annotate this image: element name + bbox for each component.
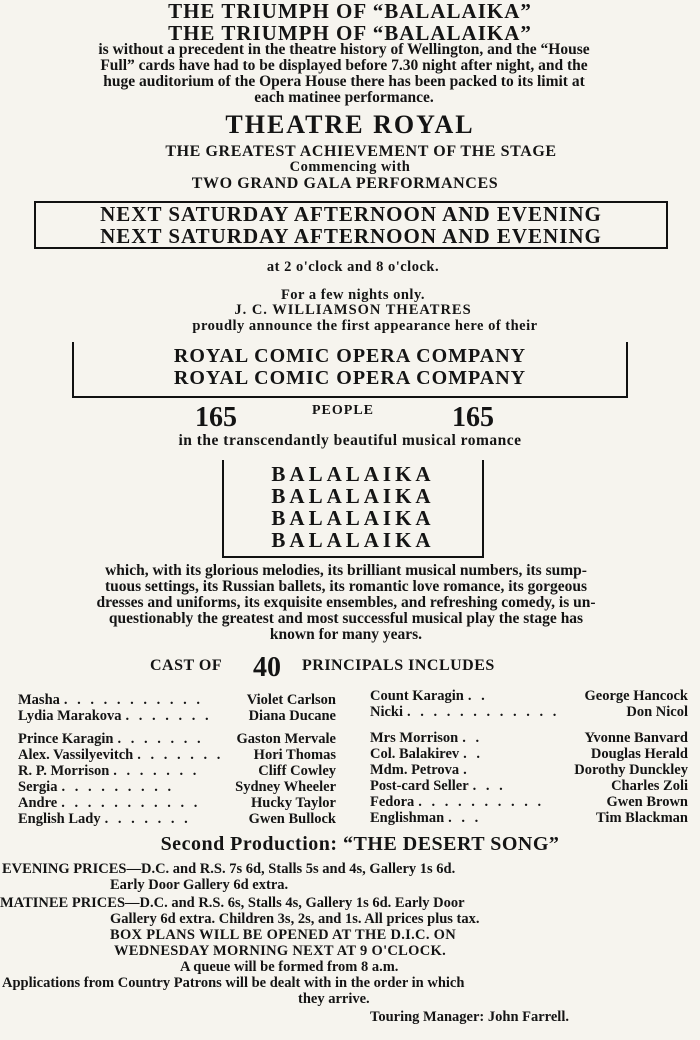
people-number-left: 165 bbox=[195, 402, 237, 433]
arrive-line: they arrive. bbox=[298, 991, 370, 1007]
cast-row: Sergia . . . . . . . . . Sydney Wheeler bbox=[18, 779, 336, 795]
headline-line: THE TRIUMPH OF “BALALAIKA” bbox=[168, 0, 532, 23]
people-count bbox=[0, 398, 700, 434]
cast-actor: Don Nicol bbox=[626, 704, 688, 720]
headline-line: THE TRIUMPH OF “BALALAIKA” bbox=[168, 21, 532, 45]
balalaika-line: BALALAIKA bbox=[271, 506, 435, 530]
cast-row: Masha . . . . . . . . . . . Violet Carlson bbox=[18, 692, 336, 708]
cast-actor: Hucky Taylor bbox=[250, 795, 336, 811]
second-production: Second Production: “THE DESERT SONG” bbox=[160, 833, 560, 855]
cast-role: Andre bbox=[18, 795, 58, 811]
cast-row: Englishman . . . Tim Blackman bbox=[370, 810, 688, 826]
cast-row: Col. Balakirev . . Douglas Herald bbox=[370, 746, 688, 762]
intro-paragraph bbox=[0, 42, 700, 106]
balalaika-line: BALALAIKA bbox=[271, 528, 435, 552]
cast-role: Nicki bbox=[370, 704, 404, 720]
cast-actor: Gwen Brown bbox=[606, 794, 688, 810]
few-nights: For a few nights only. bbox=[280, 287, 426, 303]
people-label: PEOPLE bbox=[312, 403, 375, 418]
presenter: J. C. WILLIAMSON THEATRES bbox=[234, 302, 472, 318]
cast-row: Mrs Morrison . . Yvonne Banvard bbox=[370, 730, 688, 746]
cast-role: Lydia Marakova bbox=[18, 708, 122, 724]
description-line: known for many years. bbox=[269, 626, 423, 643]
description-line: questionably the greatest and most successful musical play the stage has bbox=[108, 610, 584, 627]
cast-heading-number: 40 bbox=[253, 652, 281, 683]
company-line: ROYAL COMIC OPERA COMPANY bbox=[173, 367, 527, 389]
cast-role: Sergia bbox=[18, 779, 58, 795]
description-paragraph bbox=[0, 563, 700, 643]
evening-prices: EVENING PRICES—D.C. and R.S. 7s 6d, Stalls 5s and 4s, Gallery 1s 6d. bbox=[2, 861, 456, 877]
cast-row: English Lady . . . . . . . Gwen Bullock bbox=[18, 811, 336, 827]
company-box bbox=[72, 342, 628, 398]
queue-notice: A queue will be formed from 8 a.m. bbox=[180, 959, 399, 975]
touring-manager: Touring Manager: John Farrell. bbox=[370, 1009, 569, 1025]
theatre-name: THEATRE ROYAL bbox=[225, 110, 475, 139]
cast-heading-before: CAST OF bbox=[150, 657, 223, 674]
intro-line: Full” cards have had to be displayed before 7.30 night after night, and the bbox=[100, 57, 588, 74]
wednesday-opening: WEDNESDAY MORNING NEXT AT 9 O'CLOCK. bbox=[114, 943, 447, 959]
cast-row: Andre . . . . . . . . . . . Hucky Taylor bbox=[18, 795, 336, 811]
cast-actor: Hori Thomas bbox=[253, 747, 336, 763]
cast-row: Lydia Marakova . . . . . . . Diana Ducane bbox=[18, 708, 336, 724]
next-saturday-line: NEXT SATURDAY AFTERNOON AND EVENING bbox=[100, 224, 602, 248]
cast-list-left bbox=[18, 692, 336, 827]
cast-heading bbox=[0, 652, 700, 688]
description-line: which, with its glorious melodies, its brilliant musical numbers, its sump- bbox=[105, 562, 587, 579]
cast-role: Post-card Seller bbox=[370, 778, 469, 794]
intro-line: is without a precedent in the theatre history of Wellington, and the “House bbox=[98, 41, 590, 58]
cast-role: Englishman bbox=[370, 810, 445, 826]
box-plans: BOX PLANS WILL BE OPENED AT THE D.I.C. ON bbox=[110, 927, 457, 943]
cast-actor: Charles Zoli bbox=[611, 778, 688, 794]
cast-actor: Gaston Mervale bbox=[236, 731, 336, 747]
greatest-achievement: THE GREATEST ACHIEVEMENT OF THE STAGE bbox=[165, 143, 557, 160]
cast-actor: Yvonne Banvard bbox=[584, 730, 688, 746]
cast-actor: Violet Carlson bbox=[246, 692, 336, 708]
matinee-extra: Gallery 6d extra. Children 3s, 2s, and 1s. All prices plus tax. bbox=[110, 911, 480, 927]
commencing-with: Commencing with bbox=[289, 159, 411, 175]
people-number-right: 165 bbox=[452, 402, 494, 433]
cast-row: Alex. Vassilyevitch . . . . . . . Hori Thomas bbox=[18, 747, 336, 763]
cast-role: Prince Karagin bbox=[18, 731, 114, 747]
headline bbox=[0, 0, 700, 44]
cast-actor: Gwen Bullock bbox=[248, 811, 336, 827]
intro-line: each matinee performance. bbox=[254, 89, 434, 106]
country-applications: Applications from Country Patrons will be dealt with in the order in which bbox=[2, 975, 465, 991]
balalaika-line: BALALAIKA bbox=[271, 462, 435, 486]
cast-row: Prince Karagin . . . . . . . Gaston Mervale bbox=[18, 731, 336, 747]
cast-row: Mdm. Petrova . Dorothy Dunckley bbox=[370, 762, 688, 778]
cast-role: English Lady bbox=[18, 811, 101, 827]
matinee-prices: MATINEE PRICES—D.C. and R.S. 6s, Stalls 4s, Gallery 1s 6d. Early Door bbox=[0, 895, 465, 911]
balalaika-box bbox=[222, 460, 484, 558]
cast-actor: George Hancock bbox=[584, 688, 688, 704]
cast-role: Fedora bbox=[370, 794, 415, 810]
performance-times: at 2 o'clock and 8 o'clock. bbox=[266, 259, 440, 275]
cast-row: Post-card Seller . . . Charles Zoli bbox=[370, 778, 688, 794]
cast-role: Mrs Morrison bbox=[370, 730, 459, 746]
gala-performances: TWO GRAND GALA PERFORMANCES bbox=[191, 175, 499, 192]
next-saturday-line: NEXT SATURDAY AFTERNOON AND EVENING bbox=[100, 202, 602, 226]
cast-row: Count Karagin . . George Hancock bbox=[370, 688, 688, 704]
cast-actor: Diana Ducane bbox=[248, 708, 336, 724]
company-line: ROYAL COMIC OPERA COMPANY bbox=[173, 345, 527, 367]
cast-actor: Cliff Cowley bbox=[258, 763, 336, 779]
cast-role: Col. Balakirev bbox=[370, 746, 460, 762]
cast-row: Fedora . . . . . . . . . . Gwen Brown bbox=[370, 794, 688, 810]
cast-role: Mdm. Petrova bbox=[370, 762, 460, 778]
description-line: dresses and uniforms, its exquisite ensembles, and refreshing comedy, is un- bbox=[96, 594, 596, 611]
romance-line: in the transcendantly beautiful musical romance bbox=[178, 432, 522, 449]
cast-actor: Dorothy Dunckley bbox=[574, 762, 688, 778]
cast-role: Alex. Vassilyevitch bbox=[18, 747, 134, 763]
cast-actor: Sydney Wheeler bbox=[235, 779, 336, 795]
description-line: tuous settings, its Russian ballets, its romantic love romance, its gorgeous bbox=[104, 578, 588, 595]
announcement: proudly announce the first appearance here of their bbox=[192, 318, 538, 334]
cast-actor: Douglas Herald bbox=[590, 746, 688, 762]
cast-row: Nicki . . . . . . . . . . . . Don Nicol bbox=[370, 704, 688, 720]
cast-heading-after: PRINCIPALS INCLUDES bbox=[302, 657, 495, 674]
cast-role: Masha bbox=[18, 692, 60, 708]
cast-role: Count Karagin bbox=[370, 688, 464, 704]
cast-row: R. P. Morrison . . . . . . . Cliff Cowley bbox=[18, 763, 336, 779]
cast-actor: Tim Blackman bbox=[596, 810, 688, 826]
cast-list-right bbox=[370, 688, 688, 826]
balalaika-line: BALALAIKA bbox=[271, 484, 435, 508]
evening-extra: Early Door Gallery 6d extra. bbox=[110, 877, 289, 893]
cast-role: R. P. Morrison bbox=[18, 763, 110, 779]
intro-line: huge auditorium of the Opera House there has been packed to its limit at bbox=[103, 73, 585, 90]
next-saturday-box bbox=[34, 201, 668, 249]
